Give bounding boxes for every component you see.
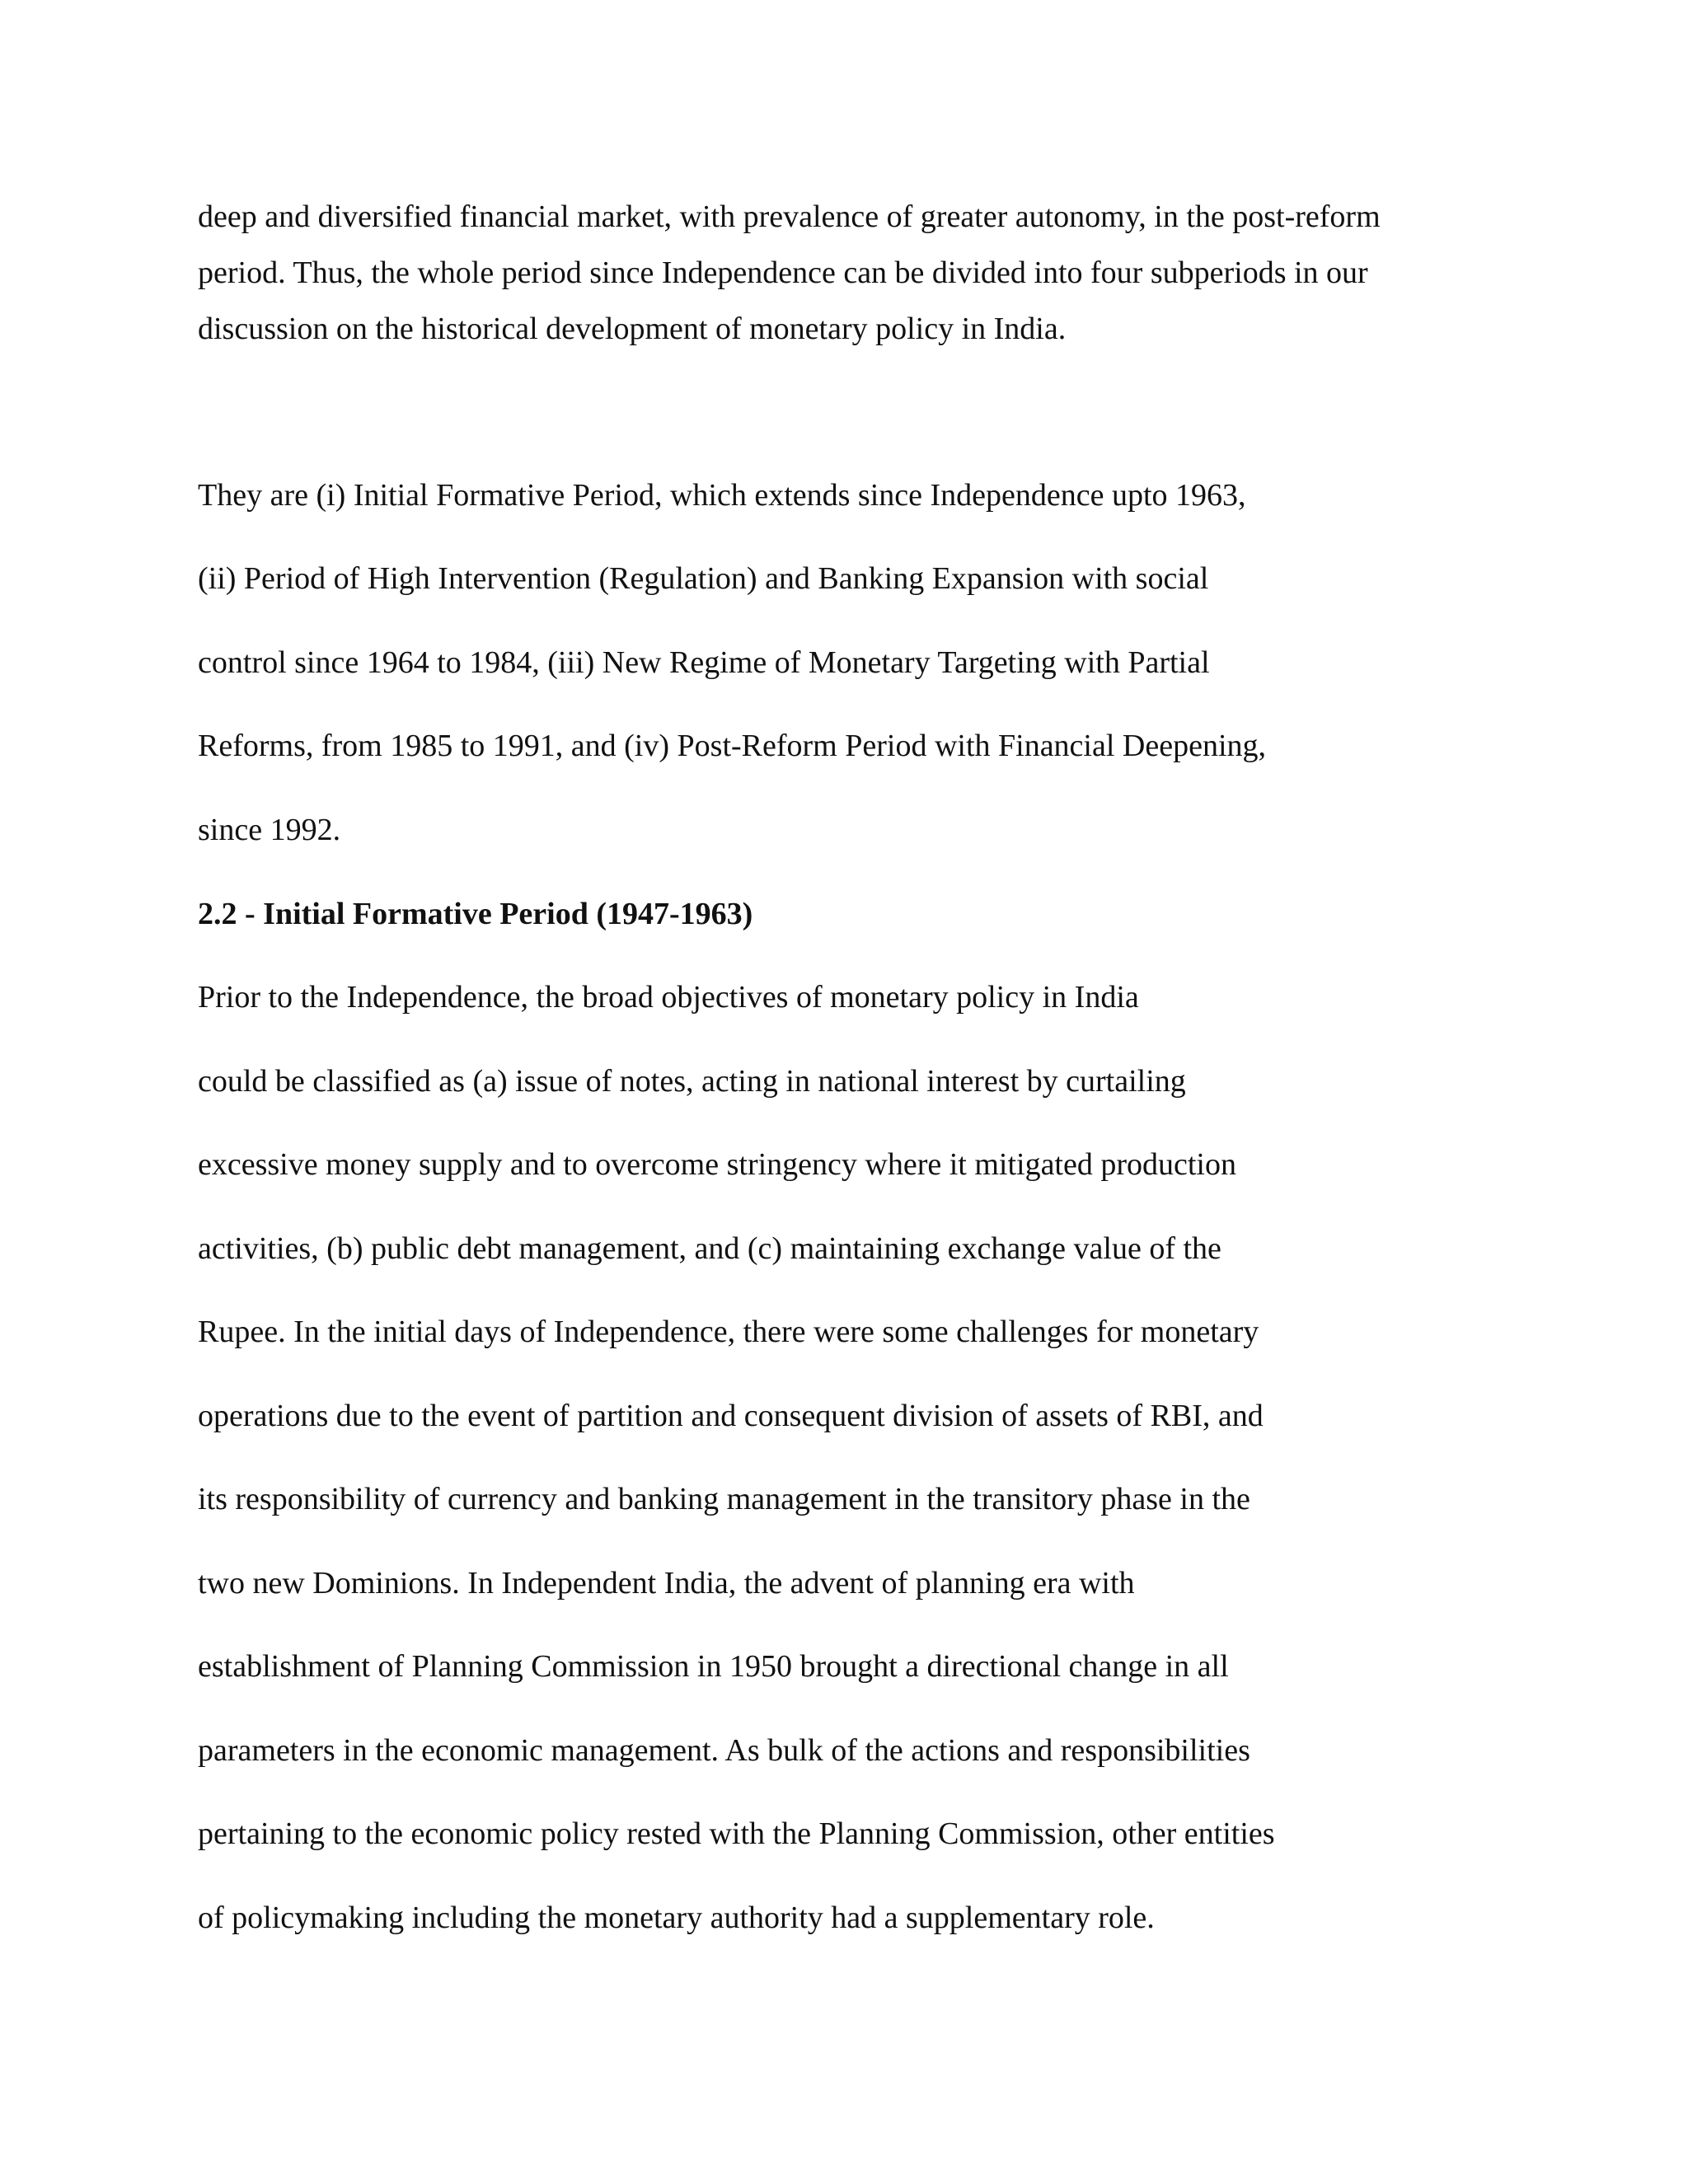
text-line: its responsibility of currency and banking management in the transitory phase in the — [198, 1482, 1250, 1516]
text-line: period. Thus, the whole period since Independence can be divided into four subperiods in our — [198, 255, 1368, 290]
text-line: could be classified as (a) issue of notes, acting in national interest by curtailing — [198, 1064, 1186, 1099]
text-line: pertaining to the economic policy rested with the Planning Commission, other entities — [198, 1816, 1275, 1851]
text-line: two new Dominions. In Independent India, the advent of planning era with — [198, 1566, 1135, 1601]
text-line: activities, (b) public debt management, and (c) maintaining exchange value of the — [198, 1231, 1221, 1266]
text-line: operations due to the event of partition and consequent division of assets of RBI, and — [198, 1399, 1264, 1433]
text-line: parameters in the economic management. As bulk of the actions and responsibilities — [198, 1733, 1250, 1768]
text-line: (ii) Period of High Intervention (Regulation) and Banking Expansion with social — [198, 561, 1209, 596]
text-line: Rupee. In the initial days of Independence, there were some challenges for monetary — [198, 1315, 1259, 1349]
text-line: establishment of Planning Commission in 1950 brought a directional change in all — [198, 1649, 1229, 1684]
text-line: deep and diversified financial market, with prevalence of greater autonomy, in the post-reform — [198, 199, 1381, 234]
text-line: Reforms, from 1985 to 1991, and (iv) Post-Reform Period with Financial Deepening, — [198, 729, 1267, 763]
text-line: discussion on the historical development of monetary policy in India. — [198, 312, 1067, 346]
text-line: excessive money supply and to overcome stringency where it mitigated production — [198, 1147, 1236, 1182]
text-line: Prior to the Independence, the broad objectives of monetary policy in India — [198, 980, 1139, 1015]
section-heading: 2.2 - Initial Formative Period (1947-1963) — [198, 897, 753, 931]
text-line: since 1992. — [198, 813, 341, 847]
text-line: control since 1964 to 1984, (iii) New Regime of Monetary Targeting with Partial — [198, 645, 1210, 680]
text-line: of policymaking including the monetary authority had a supplementary role. — [198, 1900, 1155, 1935]
text-line: They are (i) Initial Formative Period, which extends since Independence upto 1963, — [198, 478, 1246, 513]
